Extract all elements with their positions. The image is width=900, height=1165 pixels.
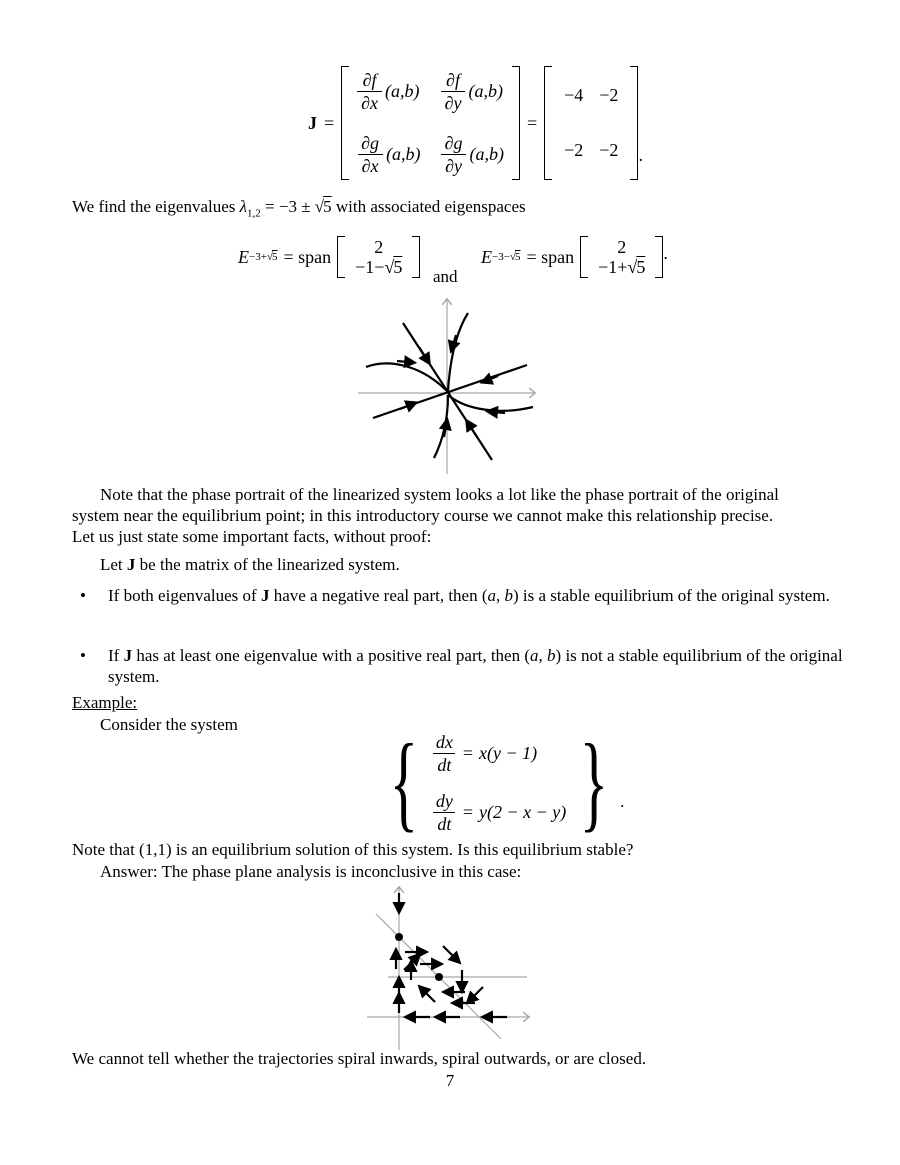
- radicand: 5: [636, 257, 646, 277]
- J-symbol: J: [260, 586, 270, 605]
- trajectory-curve-top: [448, 313, 468, 391]
- equals-sign: =: [324, 112, 335, 133]
- right-bracket: [512, 66, 520, 180]
- partial-den: ∂y: [441, 154, 466, 176]
- direction-arrow: [470, 426, 477, 437]
- trajectory-curve-right: [448, 395, 533, 411]
- bullet-text: If both eigenvalues of J have a negative real part, then (a, b) is a stable equilibrium of the original system.: [108, 586, 830, 605]
- matrix-entry: −2: [564, 140, 584, 160]
- rhs: x(y − 1): [479, 743, 538, 763]
- jacobian-equation: [308, 66, 643, 180]
- partial-den: ∂x: [358, 154, 383, 176]
- dt: dt: [433, 812, 455, 834]
- field-arrow-up-right: [404, 959, 415, 970]
- vector-entry: −1+: [598, 257, 628, 277]
- J-symbol: J: [126, 555, 136, 574]
- lambda-symbol: λ: [239, 197, 248, 216]
- text: be the matrix of the linearized system.: [135, 555, 400, 574]
- radical-sign: √: [627, 257, 637, 277]
- direction-arrow: [397, 361, 408, 362]
- radicand: 5: [393, 257, 403, 277]
- phase-portrait-stable-node: [350, 288, 550, 478]
- example-heading: Example:: [72, 693, 138, 712]
- radicand: 5: [514, 250, 521, 263]
- E-symbol: E: [238, 246, 249, 267]
- field-arrow-up-left: [424, 991, 435, 1002]
- bullet-stable: [80, 585, 844, 606]
- page-number: 7: [445, 1071, 455, 1090]
- trajectory-curve-left: [366, 363, 447, 391]
- partial-num: ∂f: [446, 70, 460, 90]
- text: = −3 ±: [260, 197, 315, 216]
- right-bracket: [412, 236, 420, 278]
- jacobian-matrix: [357, 66, 504, 180]
- vector-entry: −1−: [355, 257, 385, 277]
- eigenvalue-sentence: [72, 196, 862, 219]
- radicand: 5: [323, 197, 332, 216]
- direction-arrow: [494, 412, 505, 413]
- radicand: 5: [271, 250, 278, 263]
- eigenvector: [596, 236, 647, 278]
- E-symbol: E: [481, 246, 492, 267]
- b-symbol: b: [547, 646, 556, 665]
- equations: [432, 732, 566, 834]
- equals-span: = span: [526, 246, 575, 267]
- left-bracket: [544, 66, 552, 180]
- partial-den: ∂y: [441, 91, 466, 113]
- matrix-cell: [357, 133, 420, 176]
- period: .: [663, 243, 668, 263]
- period: .: [638, 145, 643, 165]
- left-bracket: [580, 236, 588, 278]
- equals-span: = span: [283, 246, 332, 267]
- cell-arg: (a,b): [386, 144, 421, 164]
- partial-num: ∂f: [362, 70, 377, 90]
- partial-num: ∂g: [444, 133, 463, 153]
- paragraph-line: Let us just state some important facts, without proof:: [72, 527, 432, 546]
- equilibrium-question: Note that (1,1) is an equilibrium solution of this system. Is this equilibrium stable?: [72, 840, 634, 859]
- subscript: −3+: [249, 250, 267, 263]
- direction-arrow: [419, 347, 426, 358]
- result-matrix: [560, 77, 622, 169]
- answer-line: Answer: The phase plane analysis is inconclusive in this case:: [100, 862, 522, 881]
- text: Let: [100, 555, 127, 574]
- vector-entry: 2: [617, 237, 627, 257]
- radical-sign: √: [314, 197, 324, 216]
- rhs: y(2 − x − y): [479, 802, 567, 822]
- equilibrium-dot-1-1: [435, 973, 443, 981]
- equation-dx: [432, 732, 566, 775]
- matrix-entry: −4: [564, 85, 584, 105]
- matrix-entry: −2: [599, 85, 619, 105]
- right-bracket: [630, 66, 638, 180]
- let-J-sentence: [100, 554, 400, 575]
- b-symbol: b: [504, 586, 514, 605]
- and-connector: and: [433, 267, 458, 286]
- vector-entry: 2: [374, 237, 384, 257]
- equals-sign: =: [462, 802, 473, 822]
- radical-sign: √: [509, 250, 515, 263]
- radical-sign: √: [384, 257, 394, 277]
- text: We find the eigenvalues: [72, 197, 240, 216]
- closing-sentence: We cannot tell whether the trajectories spiral inwards, spiral outwards, or are closed.: [72, 1049, 647, 1068]
- field-arrow-down-left: [472, 987, 483, 998]
- cell-arg: (a,b): [469, 144, 504, 164]
- eigenspace-2: [481, 236, 668, 278]
- phase-plane-direction-field: [360, 880, 540, 1050]
- note-paragraph: [72, 484, 838, 547]
- a-symbol: a: [487, 586, 497, 605]
- left-brace: {: [389, 723, 419, 843]
- right-brace: }: [579, 723, 609, 843]
- cell-arg: (a,b): [468, 81, 503, 101]
- dy: dy: [435, 791, 453, 811]
- field-arrow-down-right: [443, 946, 455, 958]
- radical-sign: √: [266, 250, 272, 263]
- matrix-cell: [441, 133, 504, 176]
- paragraph-line: system near the equilibrium point; in this introductory course we cannot make this relationship precise.: [72, 506, 774, 525]
- matrix-cell: [357, 70, 420, 113]
- cell-arg: (a,b): [385, 81, 420, 101]
- example-intro: Consider the system: [100, 715, 238, 734]
- left-bracket: [341, 66, 349, 180]
- J-symbol: J: [123, 646, 133, 665]
- matrix-entry: −2: [599, 140, 619, 160]
- left-bracket: [337, 236, 345, 278]
- bullet-icon: •: [80, 646, 86, 665]
- bullet-unstable: [80, 645, 844, 687]
- right-bracket: [655, 236, 663, 278]
- eigenvector: [353, 236, 404, 278]
- subscript: −3−: [492, 250, 510, 263]
- bullet-text: If J has at least one eigenvalue with a positive real part, then (a, b) is not a stable equilibrium of the original system.: [108, 646, 843, 686]
- dt: dt: [433, 753, 455, 775]
- ode-system: [378, 723, 625, 843]
- a-symbol: a: [530, 646, 539, 665]
- equation-dy: [432, 791, 566, 834]
- paragraph-line: Note that the phase portrait of the linearized system looks a lot like the phase portrait of the original: [100, 485, 779, 504]
- partial-num: ∂g: [361, 133, 380, 153]
- text: with associated eigenspaces: [335, 197, 526, 216]
- dx: dx: [435, 732, 453, 752]
- jacobian-lhs: J: [308, 112, 317, 133]
- equilibrium-dot-0-2: [395, 933, 403, 941]
- equals-sign: =: [526, 112, 538, 133]
- bullet-icon: •: [80, 586, 86, 605]
- lambda-subscript: 1,2: [247, 207, 261, 220]
- direction-arrow: [400, 405, 410, 409]
- matrix-cell: [441, 70, 504, 113]
- eigenspace-1: [238, 236, 420, 278]
- equals-sign: =: [462, 743, 473, 763]
- period: .: [620, 792, 625, 811]
- partial-den: ∂x: [357, 91, 382, 113]
